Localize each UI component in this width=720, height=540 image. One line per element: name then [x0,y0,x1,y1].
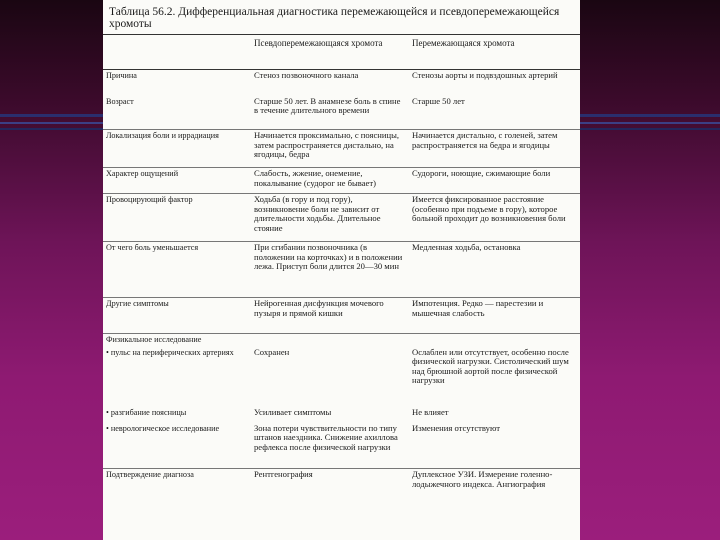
true-cell: Ослаблен или отсутствует, особенно после физической нагрузки. Систолический шум над брюшной аортой после физической нагрузки [412,346,569,386]
pseudo-cell: Стеноз позвоночного канала [254,70,359,80]
true-cell: Старше 50 лет [412,95,465,106]
row-label: Причина [106,71,137,80]
true-cell [409,334,580,347]
pseudo-cell: Рентгенография [251,469,409,513]
pseudo-cell: Зона потери чувствительности по типу штанов наездника. Снижение ахиллова рефлекса после физической нагрузки [254,422,398,452]
true-cell: Начинается дистально, с голеней, затем распространяется на бедра и ягодицы [409,130,580,168]
pseudo-cell: Нейрогенная дисфункция мочевого пузыря и прямой кишки [251,298,409,334]
true-cell: Изменения отсутствуют [412,422,501,433]
true-cell: Медленная ходьба, остановка [409,242,580,298]
table-row [103,407,580,423]
header-cell-true: Перемежающаяся хромота [409,35,580,70]
pseudo-cell: Ходьба (в гору и под гору), возникновение боли не зависит от длительности ходьбы. Длительное стояние [251,194,409,242]
table-row [103,70,580,96]
pseudo-cell: Начинается проксимально, с поясницы, затем распространяется дистально, на ягодицы, бедра [251,130,409,168]
row-label: Физикальное исследование [103,334,251,347]
true-cell: Дуплексное УЗИ. Измерение голенно-лодыжечного индекса. Ангиография [409,469,580,513]
row-label: Другие симптомы [103,298,251,334]
true-cell: Импотенция. Редко — парестезии и мышечная слабость [409,298,580,334]
header-cell-empty [103,35,251,70]
true-cell: Судороги, ноющие, сжимающие боли [409,168,580,194]
row-label: Локализация боли и иррадиация [103,130,251,168]
true-cell: Имеется фиксированное расстояние (особенно при подъеме в гору), которое больной проходит до возникновения боли [409,194,580,242]
pseudo-cell [251,334,409,347]
pseudo-cell: Старше 50 лет. В анамнезе боль в спине в течение длительного времени [254,95,401,116]
row-label: Подтверждение диагноза [103,469,251,513]
table-row [103,96,580,130]
true-cell: Не влияет [412,406,449,417]
row-label: • пульс на периферических артериях [106,347,234,357]
table-header-row [103,35,580,70]
table-row [103,298,580,334]
pseudo-cell: Усиливает симптомы [254,406,332,417]
pseudo-cell: Сохранен [254,346,290,357]
table-row [103,242,580,298]
pseudo-cell: Слабость, жжение, онемение, покалывание (судорог не бывает) [251,168,409,194]
table-row [103,130,580,168]
row-label: • неврологическое исследование [106,423,220,433]
document-page [103,0,580,540]
table-title: Таблица 56.2. Дифференциальная диагностика перемежающейся и псевдоперемежающейся хромоты [109,6,560,30]
row-label: Возраст [106,96,134,106]
table-row [103,168,580,194]
row-label: От чего боль уменьшается [103,242,251,298]
diagnosis-table [103,34,580,513]
row-label: Характер ощущений [103,168,251,194]
row-label: • разгибание поясницы [106,407,187,417]
table-row [103,334,580,347]
table-row [103,469,580,513]
table-row [103,423,580,469]
table-row [103,194,580,242]
row-label: Провоцирующий фактор [103,194,251,242]
table-row [103,347,580,407]
true-cell: Стенозы аорты и подвздошных артерий [412,70,558,80]
pseudo-cell: При сгибании позвоночника (в положении на корточках) и в положении лежа. Приступ боли длится 20—30 мин [251,242,409,298]
header-cell-pseudo: Псевдоперемежающаяся хромота [251,35,409,70]
